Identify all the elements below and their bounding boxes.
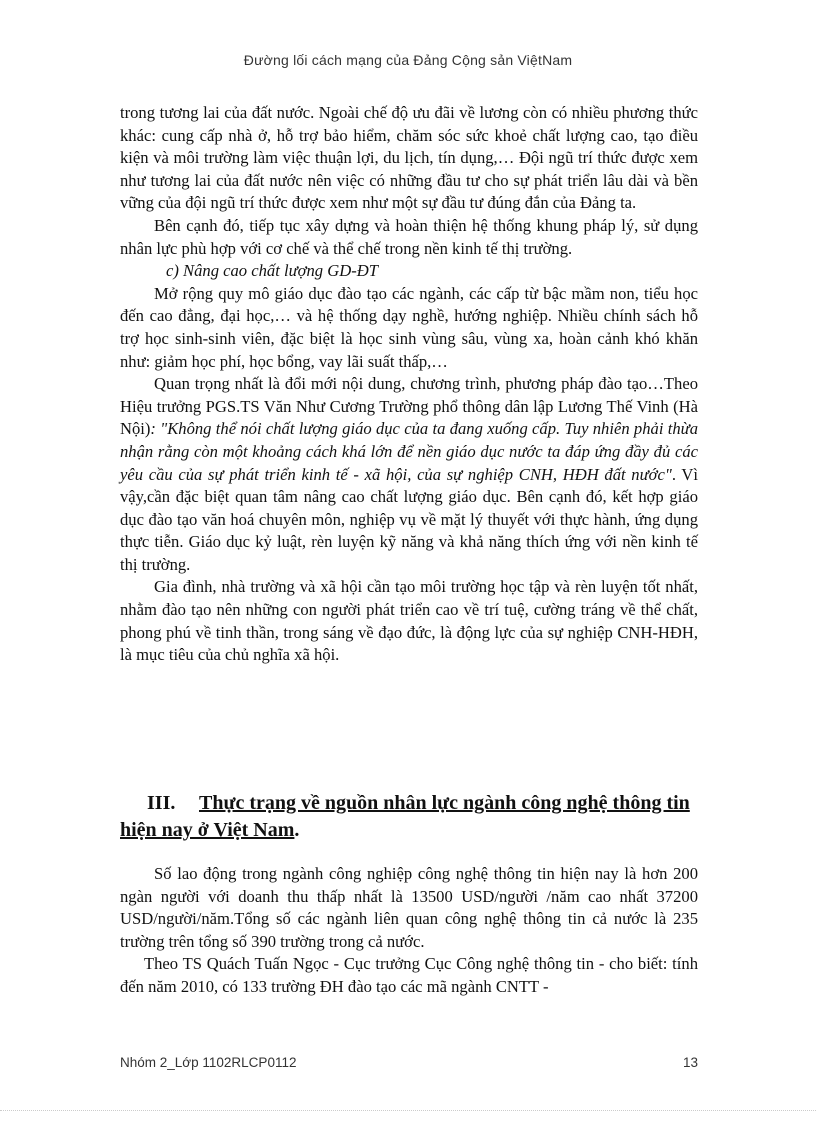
paragraph-4-end: . Vì vậy,cần đặc biệt quan tâm nâng cao chất lượng giáo dục. Bên cạnh đó, kết hợp giáo dục đào tạo văn hoá chuyên môn, nghiệp vụ về mặt lý thuyết với thực hành, ứng dụng thực tiễn. Giáo dục kỷ luật, rèn luyện kỹ năng và khả năng thích ứng với nền kinh tế thị trường. bbox=[120, 464, 699, 574]
section-paragraph-2: Theo TS Quách Tuấn Ngọc - Cục trưởng Cục Công nghệ thông tin - cho biết: tính đến năm 2010, có 133 trường ĐH đào tạo các mã ngành CNTT - bbox=[120, 954, 698, 996]
paragraph-4-quote: : "Không thể nói chất lượng giáo dục của ta đang xuống cấp. Tuy nhiên phải thừa nhận rằng còn một khoảng cách khá lớn để nền giáo dục nước ta đáp ứng đầy đủ các yêu cầu của sự phát triển kinh tế - xã hội, của sự nghiệp CNH, HĐH đất nước" bbox=[120, 419, 698, 484]
footer-group-label: Nhóm 2_Lớp 1102RLCP0112 bbox=[120, 1055, 297, 1070]
section-title-period: . bbox=[294, 819, 300, 841]
page-footer bbox=[120, 1055, 698, 1070]
body-text bbox=[120, 102, 698, 667]
page-bottom-divider bbox=[0, 1110, 816, 1111]
section-number: III. bbox=[147, 792, 176, 814]
section-heading bbox=[120, 790, 702, 844]
page-header: Đường lối cách mạng của Đảng Cộng sản ViệtNam bbox=[243, 52, 573, 68]
section-title: Thực trạng về nguồn nhân lực ngành công nghệ thông tin hiện nay ở Việt Nam bbox=[120, 792, 690, 841]
page-number: 13 bbox=[682, 1055, 698, 1070]
section-paragraph-1: Số lao động trong ngành công nghiệp công nghệ thông tin hiện nay là hơn 200 ngàn người với doanh thu thấp nhất là 13500 USD/người /năm cao nhất 37200 USD/người/năm.Tổng số các ngành liên quan công nghệ thông tin cả nước là 235 trường trên tổng số 390 trường trong cả nước. bbox=[120, 864, 698, 951]
paragraph-4 bbox=[120, 373, 698, 576]
paragraph-5: Gia đình, nhà trường và xã hội cần tạo môi trường học tập và rèn luyện tốt nhất, nhằm đào tạo nên những con người phát triển cao về trí tuệ, cường tráng về thể chất, phong phú về tinh thần, trong sáng về đạo đức, là động lực của sự nghiệp CNH-HĐH, là mục tiêu của chủ nghĩa xã hội. bbox=[120, 577, 698, 665]
subheading-c: c) Nâng cao chất lượng GD-ĐT bbox=[166, 261, 378, 281]
paragraph-3: Mở rộng quy mô giáo dục đào tạo các ngành, các cấp từ bậc mầm non, tiểu học đến cao đẳng, đại học,… và hệ thống dạy nghề, hướng nghiệp. Nhiều chính sách hỗ trợ học sinh-sinh viên, đặc biệt là học sinh vùng sâu, vùng xa, hoàn cảnh khó khăn như: giảm học phí, học bổng, vay lãi suất thấp,… bbox=[120, 283, 698, 371]
paragraph-1: trong tương lai của đất nước. Ngoài chế độ ưu đãi về lương còn có nhiều phương thức khác: cung cấp nhà ở, hỗ trợ bảo hiểm, chăm sóc sức khoẻ chất lượng cao, tạo điều kiện và môi trường làm việc thuận lợi, du lịch, tín dụng,… Đội ngũ trí thức được xem như tương lai của đất nước nên việc có những đầu tư cho sự phát triển lâu dài và bền vững của đội ngũ trí thức được xem như một sự đầu tư đúng đắn của Đảng ta. bbox=[120, 103, 698, 213]
paragraph-4-start: Quan trọng nhất là đổi mới nội dung, chương trình, phương pháp đào tạo…Theo Hiệu trưởng PGS.TS Văn Như Cương Trường phổ thông dân lập Lương Thế Vinh (Hà Nội) bbox=[120, 374, 698, 439]
paragraph-2: Bên cạnh đó, tiếp tục xây dựng và hoàn thiện hệ thống khung pháp lý, sử dụng nhân lực phù hợp với cơ chế và thể chế trong nền kinh tế thị trường. bbox=[120, 215, 698, 258]
section-body bbox=[120, 863, 698, 999]
